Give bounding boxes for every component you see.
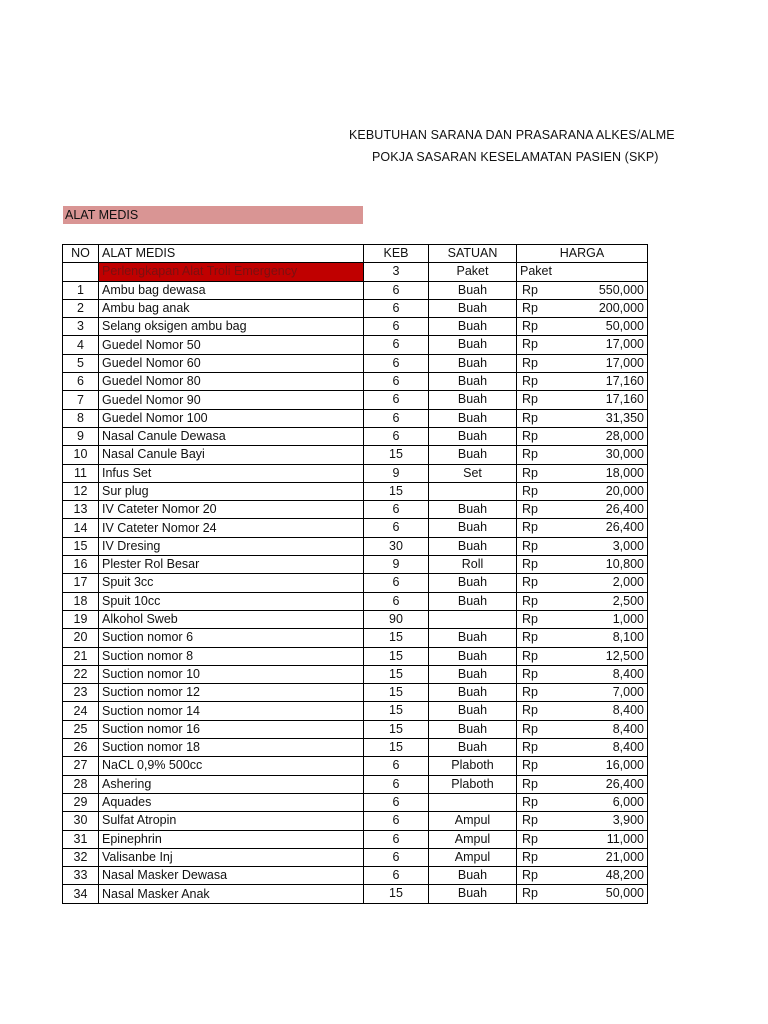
row-keb: 6 <box>364 519 429 537</box>
row-keb: 6 <box>364 867 429 885</box>
row-price <box>517 427 648 445</box>
row-satuan: Plaboth <box>429 775 517 793</box>
row-keb: 6 <box>364 409 429 427</box>
row-satuan: Buah <box>429 885 517 903</box>
row-no: 15 <box>63 537 99 555</box>
currency-label: Rp <box>522 300 538 315</box>
row-name: Sulfat Atropin <box>99 812 364 830</box>
currency-label: Rp <box>522 465 538 480</box>
row-price <box>517 592 648 610</box>
row-keb: 6 <box>364 812 429 830</box>
section-header: ALAT MEDIS <box>63 206 363 224</box>
row-no: 5 <box>63 354 99 372</box>
row-keb: 15 <box>364 665 429 683</box>
row-name: Nasal Canule Dewasa <box>99 427 364 445</box>
row-no: 12 <box>63 482 99 500</box>
row-name: Ashering <box>99 775 364 793</box>
table-row <box>63 775 648 793</box>
row-no: 2 <box>63 299 99 317</box>
row-satuan: Buah <box>429 647 517 665</box>
row-keb: 90 <box>364 610 429 628</box>
row-price <box>517 519 648 537</box>
currency-label: Rp <box>522 703 538 718</box>
row-price <box>517 482 648 500</box>
row-keb: 15 <box>364 446 429 464</box>
table-row <box>63 848 648 866</box>
price-value: 28,000 <box>605 428 644 443</box>
row-satuan: Buah <box>429 409 517 427</box>
currency-label: Rp <box>522 593 538 608</box>
row-keb: 15 <box>364 720 429 738</box>
row-no: 22 <box>63 665 99 683</box>
currency-label: Rp <box>522 648 538 663</box>
document-subtitle: POKJA SASARAN KESELAMATAN PASIEN (SKP) <box>372 150 659 164</box>
table-row <box>63 647 648 665</box>
header-no: NO <box>63 245 99 263</box>
row-keb: 15 <box>364 629 429 647</box>
row-name: Suction nomor 16 <box>99 720 364 738</box>
row-satuan: Buah <box>429 318 517 336</box>
table-row <box>63 610 648 628</box>
price-value: 200,000 <box>598 300 644 315</box>
row-satuan: Buah <box>429 427 517 445</box>
row-price <box>517 391 648 409</box>
currency-label: Rp <box>522 557 538 572</box>
price-value: 30,000 <box>605 447 644 462</box>
table-row <box>63 373 648 391</box>
row-name: Selang oksigen ambu bag <box>99 318 364 336</box>
row-price <box>517 830 648 848</box>
currency-label: Rp <box>522 502 538 517</box>
table-row <box>63 427 648 445</box>
table-row <box>63 684 648 702</box>
row-satuan: Buah <box>429 391 517 409</box>
table-row <box>63 519 648 537</box>
row-satuan: Buah <box>429 519 517 537</box>
currency-label: Rp <box>522 611 538 626</box>
row-name: Suction nomor 12 <box>99 684 364 702</box>
currency-label: Rp <box>522 886 538 901</box>
currency-label: Rp <box>522 831 538 846</box>
table-row <box>63 354 648 372</box>
row-keb: 9 <box>364 464 429 482</box>
row-no: 11 <box>63 464 99 482</box>
row-no: 29 <box>63 793 99 811</box>
table-row <box>63 299 648 317</box>
currency-label: Rp <box>522 868 538 883</box>
row-name: Suction nomor 6 <box>99 629 364 647</box>
currency-label: Rp <box>522 392 538 407</box>
row-name: Alkohol Sweb <box>99 610 364 628</box>
table-header-row <box>63 245 648 263</box>
row-keb: 6 <box>364 391 429 409</box>
row-no: 14 <box>63 519 99 537</box>
row-price <box>517 610 648 628</box>
row-no: 25 <box>63 720 99 738</box>
table-row <box>63 537 648 555</box>
row-price <box>517 739 648 757</box>
row-keb: 6 <box>364 848 429 866</box>
price-value: 50,000 <box>605 319 644 334</box>
row-satuan: Buah <box>429 629 517 647</box>
price-value: 17,000 <box>605 337 644 352</box>
row-price <box>517 665 648 683</box>
row-no: 32 <box>63 848 99 866</box>
price-value: 26,400 <box>605 502 644 517</box>
row-satuan: Ampul <box>429 830 517 848</box>
row-price <box>517 373 648 391</box>
row-price <box>517 629 648 647</box>
table-row <box>63 482 648 500</box>
price-value: 26,400 <box>605 776 644 791</box>
table-row <box>63 501 648 519</box>
row-keb: 15 <box>364 482 429 500</box>
row-satuan <box>429 793 517 811</box>
row-no: 33 <box>63 867 99 885</box>
row-satuan: Buah <box>429 354 517 372</box>
row-no: 28 <box>63 775 99 793</box>
table-row <box>63 391 648 409</box>
currency-label: Rp <box>522 282 538 297</box>
row-price <box>517 684 648 702</box>
row-name: Suction nomor 18 <box>99 739 364 757</box>
row-satuan: Buah <box>429 720 517 738</box>
row-no: 7 <box>63 391 99 409</box>
currency-label: Rp <box>522 575 538 590</box>
currency-label: Rp <box>522 410 538 425</box>
table-row <box>63 720 648 738</box>
table-row <box>63 336 648 354</box>
row-name: NaCL 0,9% 500cc <box>99 757 364 775</box>
row-price <box>517 556 648 574</box>
price-value: 18,000 <box>605 465 644 480</box>
row-no: 23 <box>63 684 99 702</box>
row-satuan: Plaboth <box>429 757 517 775</box>
row-price <box>517 464 648 482</box>
currency-label: Rp <box>522 538 538 553</box>
table-row <box>63 739 648 757</box>
row-price <box>517 501 648 519</box>
table-row <box>63 793 648 811</box>
row-keb: 6 <box>364 373 429 391</box>
row-name: IV Cateter Nomor 24 <box>99 519 364 537</box>
row-satuan: Buah <box>429 684 517 702</box>
row-name: Plester Rol Besar <box>99 556 364 574</box>
row-price <box>517 537 648 555</box>
price-value: 8,400 <box>612 740 644 755</box>
row-name: Guedel Nomor 60 <box>99 354 364 372</box>
currency-label: Rp <box>522 447 538 462</box>
currency-label: Rp <box>522 740 538 755</box>
table-row <box>63 556 648 574</box>
row-satuan: Buah <box>429 702 517 720</box>
price-value: 2,000 <box>612 575 644 590</box>
currency-label: Rp <box>522 721 538 736</box>
row-name: Nasal Masker Dewasa <box>99 867 364 885</box>
row-price <box>517 812 648 830</box>
row-satuan: Buah <box>429 574 517 592</box>
row-price <box>517 336 648 354</box>
row-satuan: Buah <box>429 537 517 555</box>
price-value: 16,000 <box>605 758 644 773</box>
row-no: 10 <box>63 446 99 464</box>
row-satuan: Buah <box>429 592 517 610</box>
row-no: 24 <box>63 702 99 720</box>
price-value: 17,160 <box>605 374 644 389</box>
currency-label: Rp <box>522 776 538 791</box>
row-name: Guedel Nomor 50 <box>99 336 364 354</box>
price-value: 7,000 <box>612 685 644 700</box>
row-price <box>517 647 648 665</box>
currency-label: Rp <box>522 520 538 535</box>
row-satuan: Roll <box>429 556 517 574</box>
row-no: 8 <box>63 409 99 427</box>
table-row <box>63 629 648 647</box>
row-no: 3 <box>63 318 99 336</box>
price-value: 550,000 <box>598 282 644 297</box>
row-name: Suction nomor 10 <box>99 665 364 683</box>
row-keb: 6 <box>364 775 429 793</box>
row-name: Infus Set <box>99 464 364 482</box>
header-keb: KEB <box>364 245 429 263</box>
row-no: 17 <box>63 574 99 592</box>
table-row <box>63 464 648 482</box>
row-no: 9 <box>63 427 99 445</box>
table-row <box>63 812 648 830</box>
row-satuan: Ampul <box>429 812 517 830</box>
row-price <box>517 281 648 299</box>
price-value: 3,000 <box>612 538 644 553</box>
row-price <box>517 757 648 775</box>
currency-label: Rp <box>522 319 538 334</box>
row-keb: 9 <box>364 556 429 574</box>
row-name: Sur plug <box>99 482 364 500</box>
row-price <box>517 702 648 720</box>
row-name: Suction nomor 14 <box>99 702 364 720</box>
row-satuan: Buah <box>429 446 517 464</box>
row-keb: 15 <box>364 684 429 702</box>
header-harga: HARGA <box>517 245 648 263</box>
row-name: Nasal Canule Bayi <box>99 446 364 464</box>
special-satuan: Paket <box>429 263 517 281</box>
price-value: 17,160 <box>605 392 644 407</box>
row-name: Ambu bag anak <box>99 299 364 317</box>
document-title: KEBUTUHAN SARANA DAN PRASARANA ALKES/ALME <box>349 128 675 142</box>
price-value: 10,800 <box>605 557 644 572</box>
table-row <box>63 318 648 336</box>
row-keb: 6 <box>364 281 429 299</box>
currency-label: Rp <box>522 483 538 498</box>
row-name: Spuit 10cc <box>99 592 364 610</box>
price-value: 6,000 <box>612 794 644 809</box>
row-keb: 6 <box>364 354 429 372</box>
row-satuan <box>429 610 517 628</box>
price-value: 8,100 <box>612 630 644 645</box>
price-value: 26,400 <box>605 520 644 535</box>
price-value: 3,900 <box>612 813 644 828</box>
table-row-special <box>63 263 648 281</box>
row-price <box>517 409 648 427</box>
row-price <box>517 574 648 592</box>
row-no: 1 <box>63 281 99 299</box>
table-row <box>63 574 648 592</box>
row-keb: 15 <box>364 739 429 757</box>
price-value: 8,400 <box>612 703 644 718</box>
row-keb: 6 <box>364 336 429 354</box>
row-name: Guedel Nomor 100 <box>99 409 364 427</box>
table-row <box>63 757 648 775</box>
currency-label: Rp <box>522 630 538 645</box>
row-name: Valisanbe Inj <box>99 848 364 866</box>
row-satuan: Buah <box>429 281 517 299</box>
special-keb: 3 <box>364 263 429 281</box>
items-table <box>62 244 648 904</box>
table-row <box>63 702 648 720</box>
row-price <box>517 446 648 464</box>
price-value: 31,350 <box>605 410 644 425</box>
price-value: 48,200 <box>605 868 644 883</box>
row-keb: 15 <box>364 702 429 720</box>
currency-label: Rp <box>522 428 538 443</box>
row-price <box>517 867 648 885</box>
row-satuan: Buah <box>429 336 517 354</box>
row-keb: 6 <box>364 574 429 592</box>
currency-label: Rp <box>522 758 538 773</box>
row-no: 20 <box>63 629 99 647</box>
row-price <box>517 848 648 866</box>
row-no: 13 <box>63 501 99 519</box>
table-row <box>63 409 648 427</box>
table-row <box>63 830 648 848</box>
price-value: 11,000 <box>606 831 644 846</box>
row-keb: 15 <box>364 647 429 665</box>
row-name: Epinephrin <box>99 830 364 848</box>
price-value: 50,000 <box>605 886 644 901</box>
row-keb: 15 <box>364 885 429 903</box>
table-row <box>63 592 648 610</box>
row-name: Aquades <box>99 793 364 811</box>
price-value: 8,400 <box>612 721 644 736</box>
row-keb: 6 <box>364 793 429 811</box>
row-name: Guedel Nomor 90 <box>99 391 364 409</box>
price-value: 17,000 <box>605 355 644 370</box>
row-name: Ambu bag dewasa <box>99 281 364 299</box>
row-name: Guedel Nomor 80 <box>99 373 364 391</box>
table-row <box>63 867 648 885</box>
row-no: 30 <box>63 812 99 830</box>
currency-label: Rp <box>522 337 538 352</box>
currency-label: Rp <box>522 685 538 700</box>
row-satuan: Ampul <box>429 848 517 866</box>
row-no: 21 <box>63 647 99 665</box>
row-name: IV Cateter Nomor 20 <box>99 501 364 519</box>
row-no: 19 <box>63 610 99 628</box>
currency-label: Rp <box>522 355 538 370</box>
price-value: 1,000 <box>612 611 644 626</box>
price-value: 21,000 <box>605 849 644 864</box>
row-satuan: Buah <box>429 373 517 391</box>
row-keb: 6 <box>364 427 429 445</box>
row-satuan: Buah <box>429 739 517 757</box>
currency-label: Rp <box>522 666 538 681</box>
row-name: Nasal Masker Anak <box>99 885 364 903</box>
header-satuan: SATUAN <box>429 245 517 263</box>
price-value: 12,500 <box>605 648 644 663</box>
row-satuan: Set <box>429 464 517 482</box>
row-keb: 6 <box>364 318 429 336</box>
row-keb: 6 <box>364 592 429 610</box>
row-price <box>517 318 648 336</box>
row-no: 27 <box>63 757 99 775</box>
currency-label: Rp <box>522 813 538 828</box>
row-no: 16 <box>63 556 99 574</box>
row-keb: 6 <box>364 299 429 317</box>
currency-label: Rp <box>522 849 538 864</box>
row-price <box>517 720 648 738</box>
row-no: 26 <box>63 739 99 757</box>
row-no: 34 <box>63 885 99 903</box>
special-no <box>63 263 99 281</box>
table-row <box>63 885 648 903</box>
table-row <box>63 281 648 299</box>
price-value: 20,000 <box>605 483 644 498</box>
special-harga: Paket <box>517 263 648 281</box>
row-no: 6 <box>63 373 99 391</box>
row-satuan: Buah <box>429 299 517 317</box>
row-satuan: Buah <box>429 867 517 885</box>
row-satuan: Buah <box>429 501 517 519</box>
row-price <box>517 354 648 372</box>
price-value: 8,400 <box>612 666 644 681</box>
table-row <box>63 446 648 464</box>
row-name: Spuit 3cc <box>99 574 364 592</box>
row-keb: 6 <box>364 757 429 775</box>
row-no: 18 <box>63 592 99 610</box>
row-price <box>517 299 648 317</box>
table-row <box>63 665 648 683</box>
currency-label: Rp <box>522 794 538 809</box>
row-name: Suction nomor 8 <box>99 647 364 665</box>
header-name: ALAT MEDIS <box>99 245 364 263</box>
row-keb: 6 <box>364 501 429 519</box>
row-no: 4 <box>63 336 99 354</box>
row-price <box>517 885 648 903</box>
row-satuan <box>429 482 517 500</box>
special-name: Perlengkapan Alat Troli Emergency <box>99 263 364 281</box>
currency-label: Rp <box>522 374 538 389</box>
row-satuan: Buah <box>429 665 517 683</box>
row-keb: 6 <box>364 830 429 848</box>
price-value: 2,500 <box>612 593 644 608</box>
row-price <box>517 775 648 793</box>
row-no: 31 <box>63 830 99 848</box>
row-price <box>517 793 648 811</box>
row-keb: 30 <box>364 537 429 555</box>
row-name: IV Dresing <box>99 537 364 555</box>
